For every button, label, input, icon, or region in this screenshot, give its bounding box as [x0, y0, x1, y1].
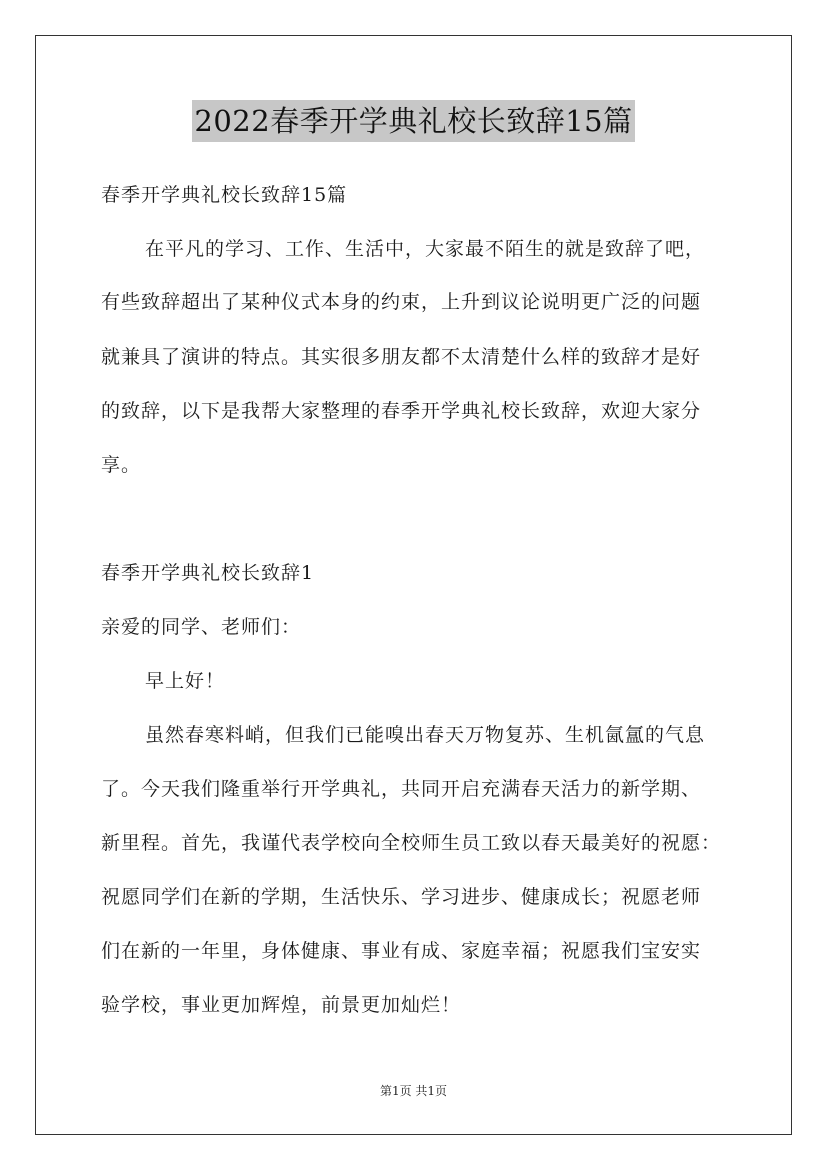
- intro-line: 享。: [101, 454, 142, 476]
- document-title: 2022春季开学典礼校长致辞15篇: [192, 100, 634, 142]
- document-subtitle: 春季开学典礼校长致辞15篇: [101, 184, 348, 206]
- intro-line: 在平凡的学习、工作、生活中，大家最不陌生的就是致辞了吧，: [145, 238, 706, 260]
- body-line: 祝愿同学们在新的学期，生活快乐、学习进步、健康成长；祝愿老师: [101, 886, 702, 908]
- intro-line: 的致辞，以下是我帮大家整理的春季开学典礼校长致辞，欢迎大家分: [101, 400, 702, 422]
- body-line: 们在新的一年里，身体健康、事业有成、家庭幸福；祝愿我们宝安实: [101, 940, 702, 962]
- intro-line: 有些致辞超出了某种仪式本身的约束，上升到议论说明更广泛的问题: [101, 291, 702, 313]
- page-footer: 第1页 共1页: [379, 1084, 448, 1098]
- salutation: 亲爱的同学、老师们：: [101, 616, 302, 638]
- intro-line: 就兼具了演讲的特点。其实很多朋友都不太清楚什么样的致辞才是好: [101, 346, 702, 368]
- body-line: 了。今天我们隆重举行开学典礼，共同开启充满春天活力的新学期、: [101, 778, 702, 800]
- section-heading: 春季开学典礼校长致辞1: [101, 562, 315, 584]
- title-container: [0, 100, 827, 142]
- greeting: 早上好！: [145, 670, 226, 692]
- body-line: 验学校，事业更加辉煌，前景更加灿烂！: [101, 994, 462, 1016]
- body-line: 虽然春寒料峭，但我们已能嗅出春天万物复苏、生机氤氲的气息: [145, 724, 706, 746]
- body-line: 新里程。首先，我谨代表学校向全校师生员工致以春天最美好的祝愿：: [101, 832, 722, 854]
